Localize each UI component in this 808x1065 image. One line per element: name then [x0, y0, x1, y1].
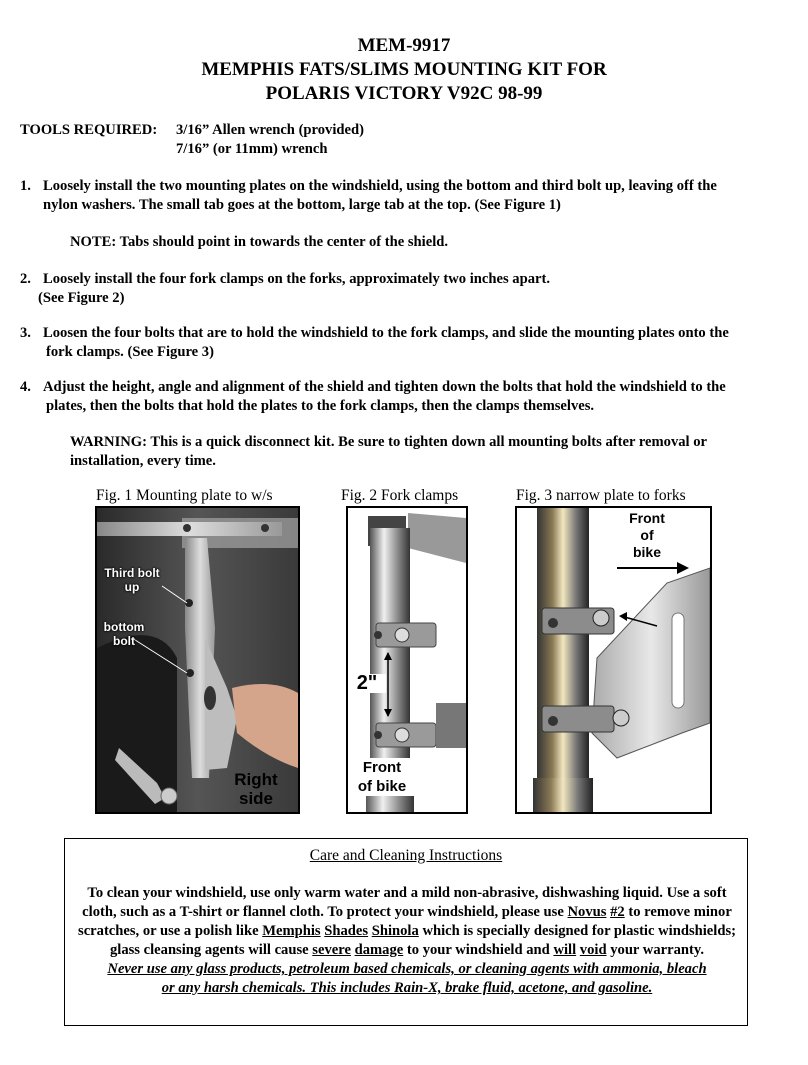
- label-front-of-bike-1: Front: [350, 758, 414, 777]
- care-text-3: which is specially designed for plastic windshields; glass cleansing agents will cause: [109, 923, 736, 958]
- care-text-2: to remove minor scratches, or use a polish like: [78, 904, 732, 939]
- care-text-4: to your windshield and: [406, 942, 550, 958]
- label-third-bolt-2: up: [124, 580, 140, 594]
- care-novus: Novus: [567, 904, 607, 920]
- step-3-line-2: fork clamps. (See Figure 3): [46, 344, 214, 360]
- note: NOTE: Tabs should point in towards the center of the shield.: [70, 234, 449, 250]
- warning-line-2: installation, every time.: [70, 453, 216, 469]
- part-number: MEM-9917: [357, 35, 451, 56]
- care-paragraph: [75, 884, 739, 998]
- tool-1: 3/16” Allen wrench (provided): [176, 122, 364, 138]
- care-shinola: Shinola: [371, 923, 419, 939]
- step-4-line-1: Adjust the height, angle and alignment of the shield and tighten down the bolts that hold the windshield to the: [43, 379, 726, 395]
- step-1-line-2: nylon washers. The small tab goes at the bottom, large tab at the top. (See Figure 1): [43, 197, 561, 213]
- step-3-number: 3.: [20, 325, 31, 341]
- step-2-number: 2.: [20, 271, 31, 287]
- title-line-2: POLARIS VICTORY V92C 98-99: [265, 83, 543, 104]
- figure-3-illustration: [517, 508, 710, 812]
- label-two-inches: 2": [348, 674, 386, 693]
- care-will: will: [553, 942, 577, 958]
- figure-1-illustration: [97, 508, 298, 812]
- figure-2-caption: Fig. 2 Fork clamps: [341, 487, 459, 504]
- step-2-line-2: (See Figure 2): [38, 290, 125, 306]
- care-shades: Shades: [324, 923, 369, 939]
- care-memphis: Memphis: [262, 923, 321, 939]
- label-front-of-bike-c: bike: [632, 544, 661, 560]
- step-2-line-1: Loosely install the four fork clamps on the forks, approximately two inches apart.: [43, 271, 550, 287]
- step-3-line-1: Loosen the four bolts that are to hold the windshield to the fork clamps, and slide the mounting plates onto the: [43, 325, 729, 341]
- care-heading: Care and Cleaning Instructions: [309, 847, 503, 864]
- figure-3-photo: [515, 506, 712, 814]
- figure-3-caption: Fig. 3 narrow plate to forks: [516, 487, 686, 504]
- step-1-number: 1.: [20, 178, 31, 194]
- figure-2-photo: [346, 506, 468, 814]
- label-bottom-bolt-1: bottom: [103, 620, 145, 634]
- tool-2: 7/16” (or 11mm) wrench: [176, 141, 328, 157]
- label-front-of-bike-b: of: [640, 527, 654, 543]
- care-text-5: your warranty.: [610, 942, 704, 958]
- tools-label: TOOLS REQUIRED:: [20, 122, 158, 138]
- care-warning-1: Never use any glass products, petroleum based chemicals, or cleaning agents with ammonia, bleach: [107, 961, 707, 977]
- care-num2: #2: [610, 904, 625, 920]
- care-text-1: To clean your windshield, use only warm water and a mild non-abrasive, dishwashing liquid. Use a soft cloth, such as a T-shirt or flannel cloth. To protect your windshield, please use: [82, 885, 727, 920]
- step-4-number: 4.: [20, 379, 31, 395]
- label-right-side-1: Right: [234, 770, 278, 789]
- care-void: void: [579, 942, 607, 958]
- step-1-line-1: Loosely install the two mounting plates on the windshield, using the bottom and third bolt up, leaving off the: [43, 178, 717, 194]
- figure-1-photo: [95, 506, 300, 814]
- figure-1-caption: Fig. 1 Mounting plate to w/s: [96, 487, 273, 504]
- warning-line-1: WARNING: This is a quick disconnect kit. Be sure to tighten down all mounting bolts after removal or: [70, 434, 708, 450]
- care-severe: severe: [312, 942, 351, 958]
- label-front-of-bike-2: of bike: [350, 777, 414, 796]
- care-instructions-box: [64, 838, 748, 1026]
- care-warning-2: or any harsh chemicals. This includes Rain-X, brake fluid, acetone, and gasoline.: [161, 980, 653, 996]
- care-damage: damage: [354, 942, 404, 958]
- label-third-bolt-1: Third bolt: [104, 566, 160, 580]
- step-4-line-2: plates, then the bolts that hold the plates to the fork clamps, then the clamps themselves.: [46, 398, 595, 414]
- label-bottom-bolt-2: bolt: [113, 634, 135, 648]
- label-front-of-bike-a: Front: [629, 510, 665, 526]
- label-right-side-2: side: [238, 789, 274, 808]
- title-line-1: MEMPHIS FATS/SLIMS MOUNTING KIT FOR: [201, 59, 607, 80]
